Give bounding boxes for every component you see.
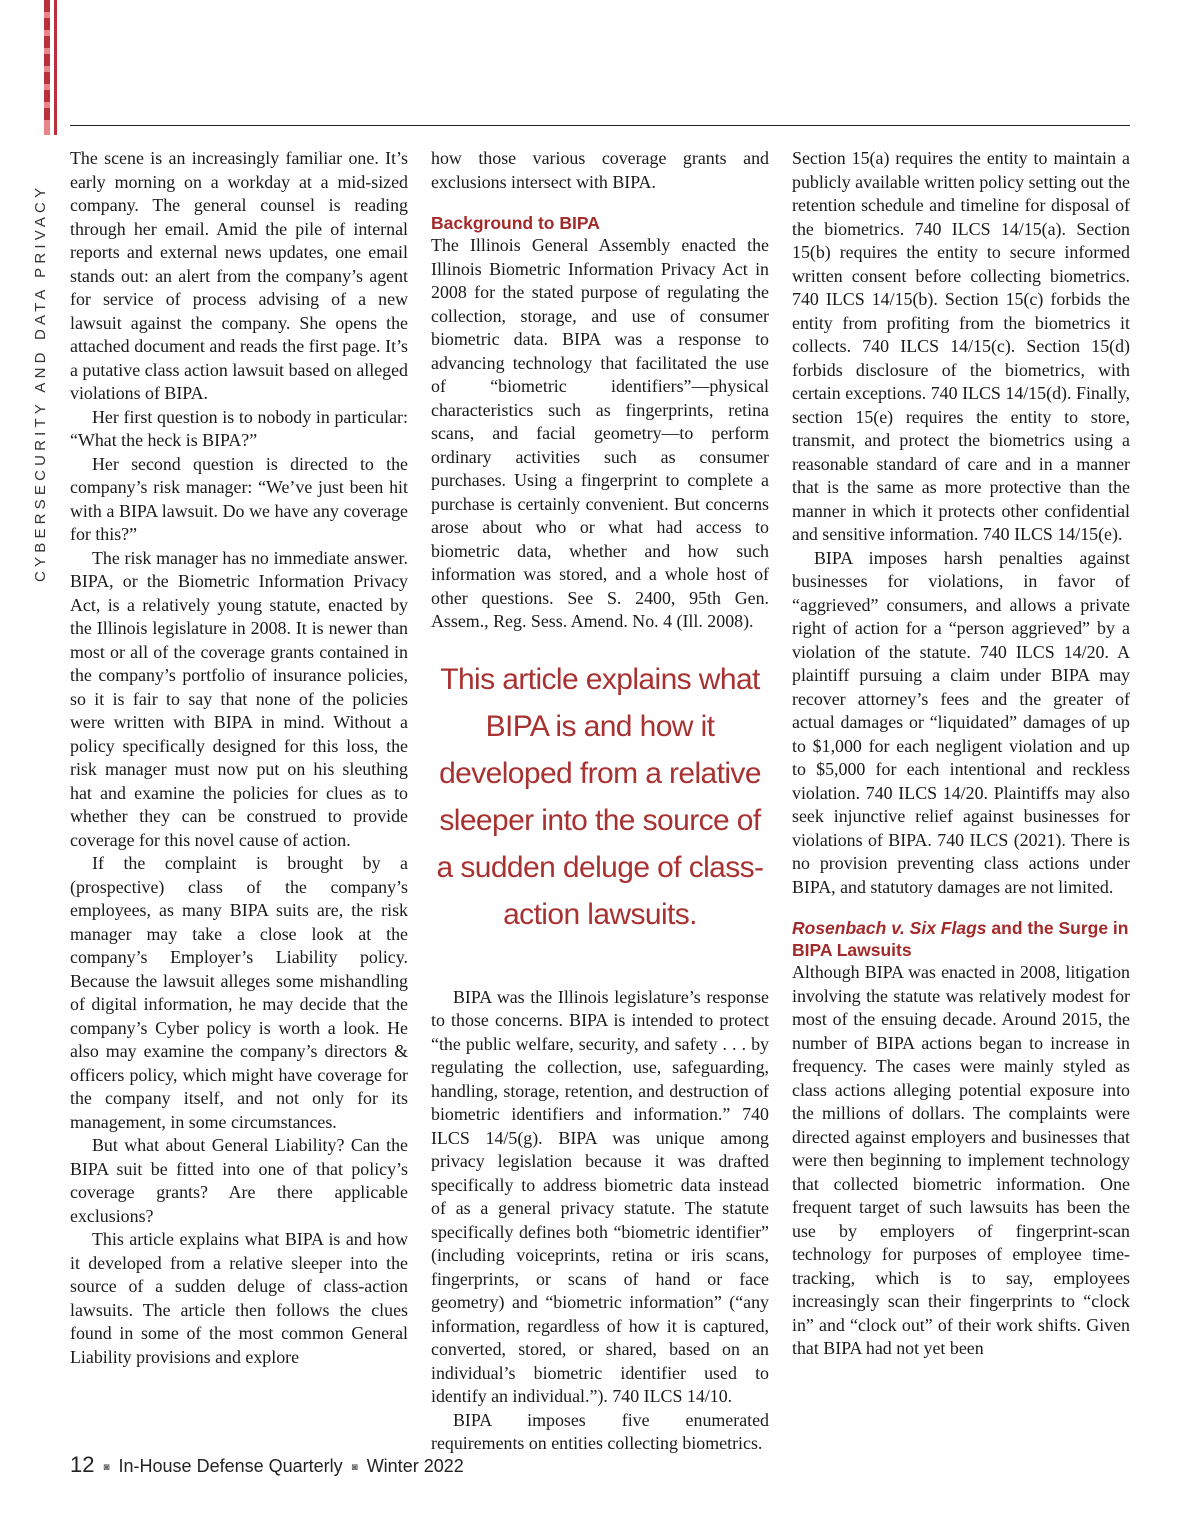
accent-bar — [44, 0, 50, 135]
paragraph: Her first question is to nobody in particular: “What the heck is BIPA?” — [70, 406, 408, 450]
paragraph: The risk manager has no immediate answer. BIPA, or the Biometric Information Privacy Act, is a relatively young statute, enacted by the Illinois legislature in 2008. It is newer than most or all of the coverage grants contained in the company’s portfolio of insurance policies, so it is fair to say that none of the policies were written with BIPA in mind. Without a policy specifically designed for this loss, the risk manager must now put on his sleuthing hat and examine the policies for clues as to whether they can be construed to provide coverage for this novel cause of action. — [70, 547, 408, 850]
case-name: Rosenbach v. Six Flags — [792, 918, 987, 938]
paragraph: This article explains what BIPA is and how it developed from a relative sleeper into the source of a sudden deluge of class-action lawsuits. The article then follows the clues found in some of the most common General Liability provisions and explore — [70, 1229, 408, 1367]
issue-date: Winter 2022 — [366, 1456, 464, 1476]
column-3 — [792, 147, 1130, 1361]
paragraph: Although BIPA was enacted in 2008, litigation involving the statute was relatively modest for most of the ensuing decade. Around 2015, the number of BIPA actions began to increase in frequency. The cases were mainly styled as class actions alleging potential exposure into the millions of dollars. The complaints were directed against employers and businesses that were then beginning to implement technology that collected biometric information. One frequent target of such lawsuits has been the use by employers of fingerprint-scan technology for purposes of employee time-tracking, which is to say, employees increasingly scan their fingerprints to “clock in” and “clock out” of their work shifts. Given that BIPA had not yet been — [792, 962, 1130, 1358]
accent-line — [54, 0, 57, 135]
paragraph: Section 15(a) requires the entity to maintain a publicly available written policy setting out the retention schedule and timeline for disposal of the biometrics. 740 ILCS 14/15(a). Section 15(b) requires the entity to secure informed written consent before collecting biometrics. 740 ILCS 14/15(b). Section 15(c) forbids the entity from profiting from the biometrics it collects. 740 ILCS 14/15(c). Section 15(d) forbids disclosure of the biometrics, with certain exceptions. 740 ILCS 14/15(d). Finally, section 15(e) requires the entity to store, transmit, and protect the biometrics using a reasonable standard of care and in a manner that is the same as more protective than the manner in which it protects other confidential and sensitive information. 740 ILCS 14/15(e). — [792, 148, 1130, 544]
column-2 — [431, 147, 769, 1456]
page-number: 12 — [70, 1452, 95, 1477]
column-1 — [70, 147, 408, 1369]
paragraph: If the complaint is brought by a (prospective) class of the company’s employees, as many BIPA suits are, the risk manager may take a close look at the company’s Employer’s Liability policy. Because the lawsuit alleges some mishandling of digital information, he may decide that the company’s Cyber policy is worth a look. He also may examine the company’s directors & officers policy, which might have coverage for the company itself, and not only for its management, in some circumstances. — [70, 853, 408, 1132]
paragraph: The Illinois General Assembly enacted the Illinois Biometric Information Privacy Act in 2008 for the stated purpose of regulating the collection, storage, and use of consumer biometric data. BIPA was a response to advancing technology that facilitated the use of “biometric identifiers”—physical characteristics such as fingerprints, retina scans, and facial geometry—to perform ordinary activities such as consumer purchases. Using a fingerprint to complete a purchase is certainly convenient. But concerns arose about who or what had access to biometric data, whether and how such information was stored, and a whole host of other questions. See S. 2400, 95th Gen. Assem., Reg. Sess. Amend. No. 4 (Ill. 2008). — [431, 235, 769, 631]
paragraph: Her second question is directed to the company’s risk manager: “We’ve just been hit with a BIPA lawsuit. Do we have any coverage for this?” — [70, 453, 408, 544]
section-heading-background: Background to BIPA — [431, 213, 600, 233]
paragraph: BIPA was the Illinois legislature’s response to those concerns. BIPA is intended to protect “the public welfare, security, and safety . . . by regulating the collection, use, safeguarding, handling, storage, retention, and destruction of biometric identifiers and information.” 740 ILCS 14/5(g). BIPA was unique among privacy legislation because it was drafted specifically to address biometric data instead of as a general privacy statute. The statute specifically defines both “biometric identifier” (including voiceprints, retina or iris scans, fingerprints, or scans of hand or face geometry) and “biometric information” (“any information, regardless of how it is captured, converted, stored, or shared, based on an individual’s biometric identifier used to identify an individual.”). 740 ILCS 14/10. — [431, 986, 769, 1406]
paragraph: The scene is an increasingly familiar one. It’s early morning on a workday at a mid-sized company. The general counsel is reading through her email. Amid the pile of internal reports and external news updates, one email stands out: an alert from the company’s agent for service of process advising of a new lawsuit against the company. She opens the attached document and reads the first page. It’s a putative class action lawsuit based on alleged violations of BIPA. — [70, 148, 408, 403]
heading-rest: and the Surge in BIPA Lawsuits — [792, 918, 1129, 960]
paragraph: BIPA imposes harsh penalties against businesses for violations, in favor of “aggrieved” consumers, and allows a private right of action for a “person aggrieved” by a violation of the statute. 740 ILCS 14/20. A plaintiff pursuing a claim under BIPA may recover attorney’s fees and the greater of actual damages or “liquidated” damages of up to $1,000 for each negligent violation and up to $5,000 for each intentional and reckless violation. 740 ILCS 14/20. Plaintiffs may also seek injunctive relief against businesses for violations of BIPA. 740 ILCS (2021). There is no provision preventing class actions under BIPA, and statutory damages are not limited. — [792, 547, 1130, 897]
section-label: CYBERSECURITY AND DATA PRIVACY — [32, 183, 49, 582]
header-rule — [70, 125, 1130, 126]
section-heading-rosenbach — [792, 917, 1130, 961]
paragraph: But what about General Liability? Can the BIPA suit be fitted into one of that policy’s coverage grants? Are there applicable exclusions? — [70, 1135, 408, 1226]
paragraph: how those various coverage grants and exclusions intersect with BIPA. — [431, 148, 769, 192]
paragraph: BIPA imposes five enumerated requirements on entities collecting biometrics. — [431, 1409, 769, 1453]
separator-icon: ◙ — [351, 1462, 358, 1473]
page-footer — [70, 1452, 464, 1478]
separator-icon: ◙ — [103, 1462, 110, 1473]
pull-quote: This article explains what BIPA is and how it developed from a relative sleeper into the source of a sudden deluge of class-action lawsuits. — [436, 662, 764, 931]
publication-name: In-House Defense Quarterly — [118, 1456, 343, 1476]
